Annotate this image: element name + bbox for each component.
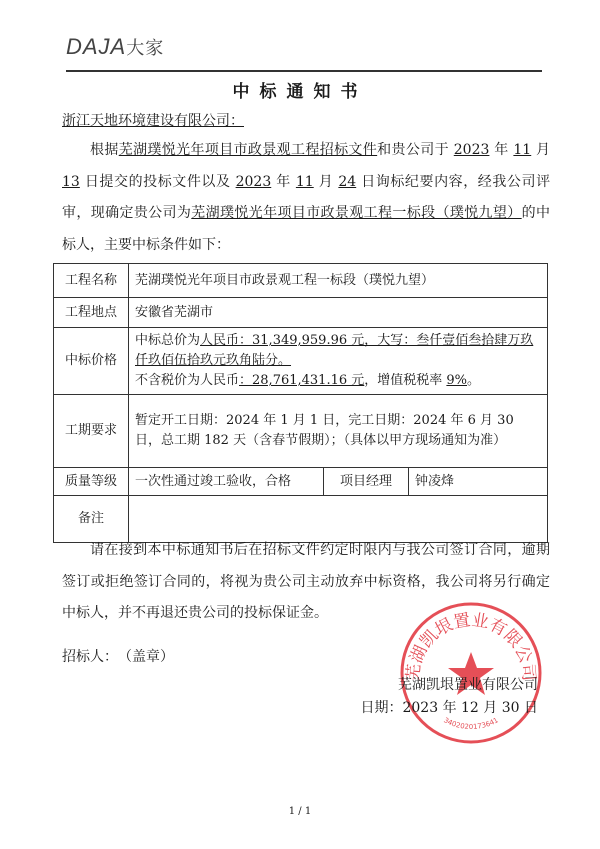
closing-paragraph: 请在接到本中标通知书后在招标文件约定时限内与我公司签订合同，逾期签订或拒绝签订合同的，将视为贵公司主动放弃中标资格，我公司将另行确定中标人，并不再退还贵公司的投标保证金。 — [62, 542, 550, 621]
issuer-company: 芜湖凯垠置业有限公司 — [398, 677, 538, 693]
signer-label: 招标人： （盖章） — [62, 649, 174, 665]
intro-paragraph: 根据芜湖璞悦光年项目市政景观工程招标文件和贵公司于 2023 年 11 月 13 日提交的投标文件以及 2023 年 11 月 24 日询标纪要内容，经我公司评审，现确定贵公司为芜湖璞悦光年项目市政景观工程一标段（璞悦九望）的中标人，主要中标条件如下： — [62, 142, 551, 253]
company-seal-stamp — [398, 600, 544, 746]
page-number: 1 / 1 — [288, 806, 312, 817]
document-title: 中标通知书 — [232, 82, 368, 102]
table-row: 质量等级 一次性通过竣工验收，合格 项目经理 钟凌烽 — [54, 468, 548, 496]
svg-text:芜湖凯垠置业有限公司: 芜湖凯垠置业有限公司 — [403, 610, 539, 682]
addressee: 浙江天地环境建设有限公司： — [62, 113, 244, 129]
logo-cn: 大家 — [126, 38, 165, 58]
award-conditions-table — [53, 263, 548, 543]
table-row: 工程地点 安徽省芜湖市 — [54, 298, 548, 328]
logo-latin: DAJA — [66, 34, 127, 59]
svg-text:3402020173641: 3402020173641 — [442, 716, 500, 731]
table-row: 工程名称 芜湖璞悦光年项目市政景观工程一标段（璞悦九望） — [54, 264, 548, 298]
table-row: 备注 — [54, 496, 548, 543]
company-logo — [66, 34, 164, 60]
table-row: 中标价格 中标总价为人民币：31,349,959.96 元，大写：叁仟壹佰叁拾肆万玖仟玖佰伍拾玖元玖角陆分。 不含税价为人民币：28,761,431.16 元，增值税税率 9%。 — [54, 328, 548, 395]
header-divider — [66, 70, 542, 72]
issue-date: 日期：2023 年 12 月 30 日 — [360, 700, 538, 716]
table-row: 工期要求 暂定开工日期：2024 年 1 月 1 日，完工日期：2024 年 6 月 30 日，总工期 182 天（含春节假期）；（具体以甲方现场通知为准） — [54, 395, 548, 468]
issuer-block — [360, 674, 538, 720]
